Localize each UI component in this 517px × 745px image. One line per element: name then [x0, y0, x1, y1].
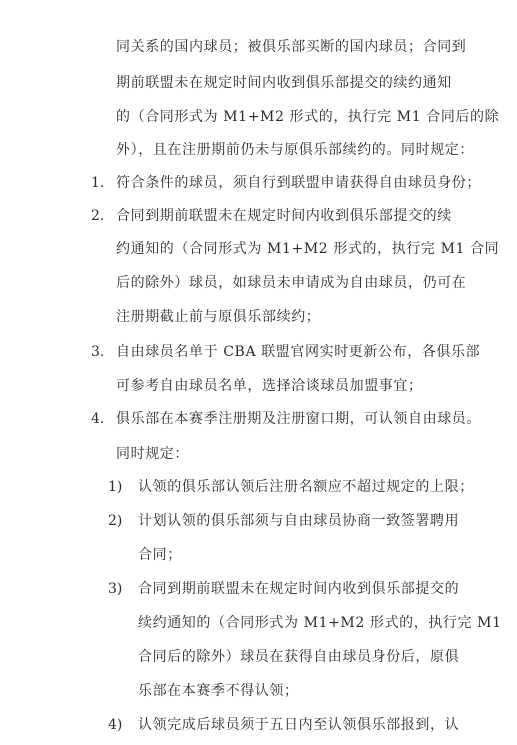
list-item-text: 后的除外）球员，如球员未申请成为自由球员，仍可在 — [116, 275, 467, 291]
list-item-text: 同时规定： — [116, 446, 189, 462]
sub-item-text: 合同后的除外）球员在获得自由球员身份后，原俱 — [138, 649, 460, 665]
list-item-text: 约通知的（合同形式为 M1+M2 形式的，执行完 M1 合同 — [116, 241, 500, 257]
list-item-text: 自由球员名单于 CBA 联盟官网实时更新公布，各俱乐部 — [116, 344, 481, 360]
sub-item-text: 合同； — [138, 547, 182, 563]
list-item-number: 2. — [91, 208, 105, 224]
sub-item-text: 认领完成后球员须于五日内至认领俱乐部报到，认 — [138, 717, 460, 733]
sub-item-text: 乐部在本赛季不得认领； — [138, 683, 299, 699]
list-item-text: 可参考自由球员名单，选择洽谈球员加盟事宜； — [116, 378, 423, 394]
sub-item-text: 计划认领的俱乐部须与自由球员协商一致签署聘用 — [138, 513, 460, 529]
intro-line: 外），且在注册期前仍未与原俱乐部续约的。同时规定： — [116, 142, 474, 158]
list-item-text: 注册期截止前与原俱乐部续约； — [116, 309, 321, 325]
sub-item-number: 1) — [108, 479, 123, 495]
list-item-text: 俱乐部在本赛季注册期及注册窗口期，可认领自由球员。 — [116, 411, 481, 427]
intro-line: 同关系的国内球员；被俱乐部买断的国内球员；合同到 — [116, 39, 467, 55]
sub-item-number: 2) — [108, 513, 123, 529]
list-item-number: 1. — [91, 175, 105, 191]
sub-item-text: 认领的俱乐部认领后注册名额应不超过规定的上限； — [138, 479, 474, 495]
list-item-text: 合同到期前联盟未在规定时间内收到俱乐部提交的续 — [116, 208, 452, 224]
sub-item-number: 3) — [108, 581, 123, 597]
intro-line: 的（合同形式为 M1+M2 形式的，执行完 M1 合同后的除 — [116, 109, 500, 125]
list-item-text: 符合条件的球员，须自行到联盟申请获得自由球员身份； — [116, 175, 481, 191]
sub-item-text: 合同到期前联盟未在规定时间内收到俱乐部提交的 — [138, 581, 460, 597]
list-item-number: 4. — [91, 411, 105, 427]
intro-line: 期前联盟未在规定时间内收到俱乐部提交的续约通知 — [116, 75, 452, 91]
sub-item-text: 续约通知的（合同形式为 M1+M2 形式的，执行完 M1 — [138, 615, 502, 631]
list-item-number: 3. — [91, 344, 105, 360]
sub-item-number: 4) — [108, 717, 123, 733]
